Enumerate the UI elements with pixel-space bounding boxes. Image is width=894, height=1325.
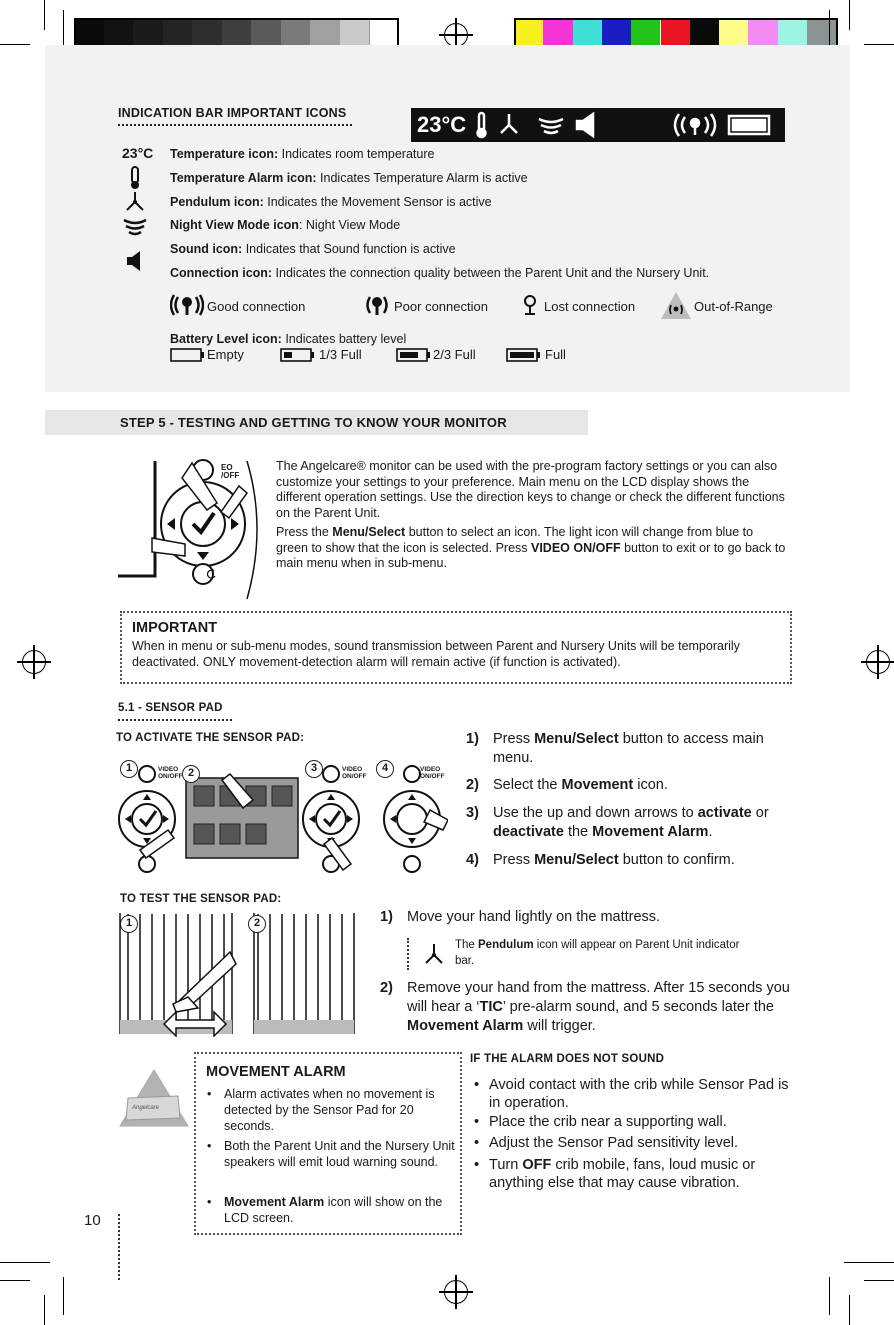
text: button to confirm. bbox=[618, 852, 735, 868]
pendulum-icon bbox=[124, 191, 146, 213]
temperature-label: Temperature icon: bbox=[170, 147, 279, 161]
text-bold: Menu/Select bbox=[534, 731, 619, 747]
night-view-label: Night View Mode icon bbox=[170, 218, 299, 232]
out-of-range-icon bbox=[660, 291, 692, 321]
sensor-pad-title: 5.1 - SENSOR PAD bbox=[118, 702, 223, 714]
movement-alarm-bullet-2: • Both the Parent Unit and the Nursery Unit speakers will emit loud warning sound. bbox=[204, 1138, 456, 1170]
text-bold: Movement Alarm bbox=[407, 1018, 524, 1034]
thermometer-icon bbox=[127, 166, 143, 190]
crop-mark bbox=[844, 1262, 894, 1263]
bullet: • bbox=[474, 1114, 480, 1130]
pendulum-label: Pendulum icon: bbox=[170, 195, 264, 209]
step-number-badge: 4 bbox=[376, 760, 394, 778]
text: Avoid contact with the crib while Sensor Pad is in operation. bbox=[489, 1077, 789, 1111]
night-view-text: : Night View Mode bbox=[298, 218, 401, 232]
sound-icon bbox=[126, 250, 142, 272]
battery-empty-icon bbox=[170, 347, 206, 363]
parent-unit-illustration bbox=[117, 458, 267, 600]
activate-step-4 bbox=[466, 851, 796, 870]
registration-mark-icon bbox=[22, 650, 46, 674]
pendulum-icon bbox=[423, 943, 445, 967]
no-sound-title: IF THE ALARM DOES NOT SOUND bbox=[470, 1053, 665, 1065]
connection-text: Indicates the connection quality between the Parent Unit and the Nursery Unit. bbox=[272, 266, 710, 280]
battery-two-thirds-label: 2/3 Full bbox=[433, 347, 476, 362]
test-title: TO TEST THE SENSOR PAD: bbox=[120, 893, 282, 905]
step-number: 1) bbox=[466, 731, 479, 747]
no-sound-item-3 bbox=[474, 1134, 799, 1152]
text: the bbox=[563, 824, 593, 840]
pendulum-text: Indicates the Movement Sensor is active bbox=[263, 195, 492, 209]
battery-label: Battery Level icon: bbox=[170, 332, 282, 346]
no-sound-item-1 bbox=[474, 1076, 799, 1112]
bullet: • bbox=[474, 1157, 480, 1173]
text-bold: deactivate bbox=[493, 824, 564, 840]
color-bar-frame bbox=[514, 18, 838, 48]
menu-select-term: Menu/Select bbox=[332, 525, 406, 539]
step-number-badge: 3 bbox=[305, 760, 323, 778]
test-step-badge: 1 bbox=[120, 915, 138, 933]
video-on-off-label: VIDEO ON/OFF bbox=[158, 766, 183, 780]
temperature-alarm-label: Temperature Alarm icon: bbox=[170, 171, 317, 185]
crop-mark bbox=[849, 1295, 850, 1325]
indication-title: INDICATION BAR IMPORTANT ICONS bbox=[118, 106, 347, 120]
step-number-badge: 1 bbox=[120, 760, 138, 778]
movement-alarm-bullet-1: • Alarm activates when no movement is detected by the Sensor Pad for 20 seconds. bbox=[204, 1086, 456, 1134]
sound-text: Indicates that Sound function is active bbox=[242, 242, 456, 256]
text: The bbox=[455, 939, 479, 951]
video-on-off-term: VIDEO ON/OFF bbox=[531, 540, 621, 555]
battery-third-label: 1/3 Full bbox=[319, 347, 362, 362]
video-on-off-label: VIDEO ON/OFF bbox=[342, 766, 367, 780]
test-step-badge: 2 bbox=[248, 915, 266, 933]
battery-two-thirds-icon bbox=[396, 347, 432, 363]
crop-mark bbox=[864, 44, 894, 45]
sound-label: Sound icon: bbox=[170, 242, 243, 256]
text: Use the up and down arrows to bbox=[493, 805, 698, 821]
bullet: • bbox=[474, 1077, 480, 1093]
crop-mark bbox=[829, 10, 830, 48]
text-bold: Movement bbox=[561, 777, 634, 793]
text: Turn bbox=[489, 1157, 523, 1173]
sound-icon bbox=[577, 114, 593, 136]
text-bold: Pendulum bbox=[478, 939, 534, 951]
text: Press the bbox=[276, 525, 333, 539]
step5-title: STEP 5 - TESTING AND GETTING TO KNOW YOUR MONITOR bbox=[120, 415, 507, 430]
crop-mark bbox=[0, 1280, 30, 1281]
pendulum-note bbox=[455, 937, 755, 969]
video-on-off-label: EO /OFF bbox=[221, 463, 240, 480]
crop-mark bbox=[0, 1262, 50, 1263]
bullet: • bbox=[474, 1135, 480, 1151]
step-number-badge: 2 bbox=[182, 765, 200, 783]
page-number-divider bbox=[118, 1214, 120, 1280]
text-bold: Movement Alarm bbox=[224, 1195, 325, 1209]
step-number: 3) bbox=[466, 805, 479, 821]
text: Place the crib near a supporting wall. bbox=[489, 1114, 727, 1130]
text-bold: OFF bbox=[522, 1157, 552, 1173]
important-title: IMPORTANT bbox=[132, 620, 218, 636]
text: . bbox=[708, 824, 713, 840]
crop-mark bbox=[44, 1295, 45, 1325]
text: icon will appear on Parent Unit indicator bar. bbox=[455, 939, 740, 967]
crop-mark bbox=[44, 0, 45, 30]
important-text: When in menu or sub-menu modes, sound transmission between Parent and Nursery Units will be temporarily deactivated. ONLY movement-detection alarm will remain active (if function is activated). bbox=[132, 639, 740, 669]
text: or bbox=[751, 805, 769, 821]
indication-panel bbox=[45, 45, 850, 392]
battery-text: Indicates battery level bbox=[281, 332, 407, 346]
pendulum-icon bbox=[501, 114, 517, 133]
step5-paragraph-2 bbox=[276, 525, 786, 572]
page-number: 10 bbox=[84, 1212, 101, 1229]
text: Remove your hand from the mattress. After 15 seconds you will hear a ‘ bbox=[407, 980, 790, 1015]
thermometer-bulb-icon bbox=[478, 129, 486, 137]
sensor-pad-image bbox=[118, 1068, 190, 1130]
activate-step-1 bbox=[466, 730, 796, 768]
poor-connection-label: Poor connection bbox=[394, 299, 488, 314]
good-connection-label: Good connection bbox=[207, 299, 306, 314]
test-step-1 bbox=[380, 908, 790, 927]
lcd-temperature: 23°C bbox=[417, 112, 467, 137]
note-divider bbox=[407, 938, 409, 970]
connection-label: Connection icon: bbox=[170, 266, 273, 280]
movement-alarm-title: MOVEMENT ALARM bbox=[206, 1064, 346, 1080]
text: ’ pre-alarm sound, and 5 seconds later the bbox=[502, 999, 774, 1015]
color-bar-frame bbox=[74, 18, 399, 48]
text: button to access main menu. bbox=[493, 731, 764, 766]
important-notice bbox=[120, 611, 792, 684]
lost-connection-label: Lost connection bbox=[544, 299, 636, 314]
lost-connection-icon bbox=[522, 293, 538, 317]
crop-mark bbox=[63, 10, 64, 48]
text: Press bbox=[493, 731, 535, 747]
text-bold: activate bbox=[697, 805, 752, 821]
no-sound-item-2 bbox=[474, 1113, 799, 1131]
video-on-off-label: VIDEO ON/OFF bbox=[420, 766, 445, 780]
text: icon. bbox=[633, 777, 668, 793]
text-bold: Movement Alarm bbox=[592, 824, 709, 840]
text: button to exit or to go back to main menu when in sub-menu. bbox=[276, 540, 786, 570]
text: will trigger. bbox=[523, 1018, 596, 1034]
crop-mark bbox=[829, 1277, 830, 1315]
divider bbox=[118, 719, 232, 721]
temperature-icon: 23°C bbox=[122, 145, 154, 161]
battery-third-icon bbox=[280, 347, 316, 363]
good-connection-icon bbox=[170, 293, 204, 317]
step-number: 2) bbox=[380, 980, 393, 996]
night-view-icon bbox=[539, 119, 563, 133]
pad-brand-label: Angelcare bbox=[132, 1105, 160, 1111]
text: Press bbox=[493, 852, 535, 868]
text: icon will show on the LCD screen. bbox=[224, 1195, 443, 1225]
text-bold: Menu/Select bbox=[534, 852, 619, 868]
test-step-2 bbox=[380, 979, 790, 1036]
activate-title: TO ACTIVATE THE SENSOR PAD: bbox=[116, 732, 305, 744]
crop-mark bbox=[63, 1277, 64, 1315]
movement-alarm-box bbox=[194, 1052, 462, 1235]
no-sound-item-4 bbox=[474, 1156, 799, 1192]
step-number: 2) bbox=[466, 777, 479, 793]
step-number: 1) bbox=[380, 909, 393, 925]
text-bold: TIC bbox=[479, 999, 503, 1015]
text: crib mobile, fans, loud music or anything else that may cause vibration. bbox=[489, 1157, 756, 1191]
registration-mark-icon bbox=[444, 23, 468, 47]
registration-mark-icon bbox=[866, 650, 890, 674]
step-number: 4) bbox=[466, 852, 479, 868]
step5-paragraph-1: The Angelcare® monitor can be used with the pre-program factory settings or you can also customize your settings to your preference. Main menu on the LCD display shows the different operation settings. Use the direction keys to change or check the different functions on the Parent Unit. bbox=[276, 459, 785, 520]
crop-mark bbox=[864, 1280, 894, 1281]
crop-mark bbox=[0, 44, 30, 45]
text: Adjust the Sensor Pad sensitivity level. bbox=[489, 1135, 739, 1151]
text: Select the bbox=[493, 777, 562, 793]
lcd-indicator-bar bbox=[411, 108, 785, 142]
night-view-icon bbox=[122, 216, 148, 238]
text: Move your hand lightly on the mattress. bbox=[407, 909, 661, 925]
battery-empty-label: Empty bbox=[207, 347, 244, 362]
temperature-text: Indicates room temperature bbox=[278, 147, 435, 161]
battery-full-label: Full bbox=[545, 347, 566, 362]
battery-full-icon bbox=[506, 347, 542, 363]
temperature-alarm-text: Indicates Temperature Alarm is active bbox=[316, 171, 528, 185]
text: button to select an icon. The light icon will change from blue to green to show that the icon is selected. Press bbox=[276, 525, 754, 555]
crop-mark bbox=[849, 0, 850, 30]
out-of-range-label: Out-of-Range bbox=[694, 299, 773, 314]
activate-step-3 bbox=[466, 804, 796, 842]
registration-mark-icon bbox=[444, 1280, 468, 1304]
activate-step-2 bbox=[466, 776, 796, 795]
movement-alarm-bullet-3 bbox=[204, 1194, 456, 1226]
crib-test-illustration bbox=[118, 912, 358, 1037]
poor-connection-icon bbox=[364, 293, 390, 317]
divider bbox=[118, 124, 352, 126]
